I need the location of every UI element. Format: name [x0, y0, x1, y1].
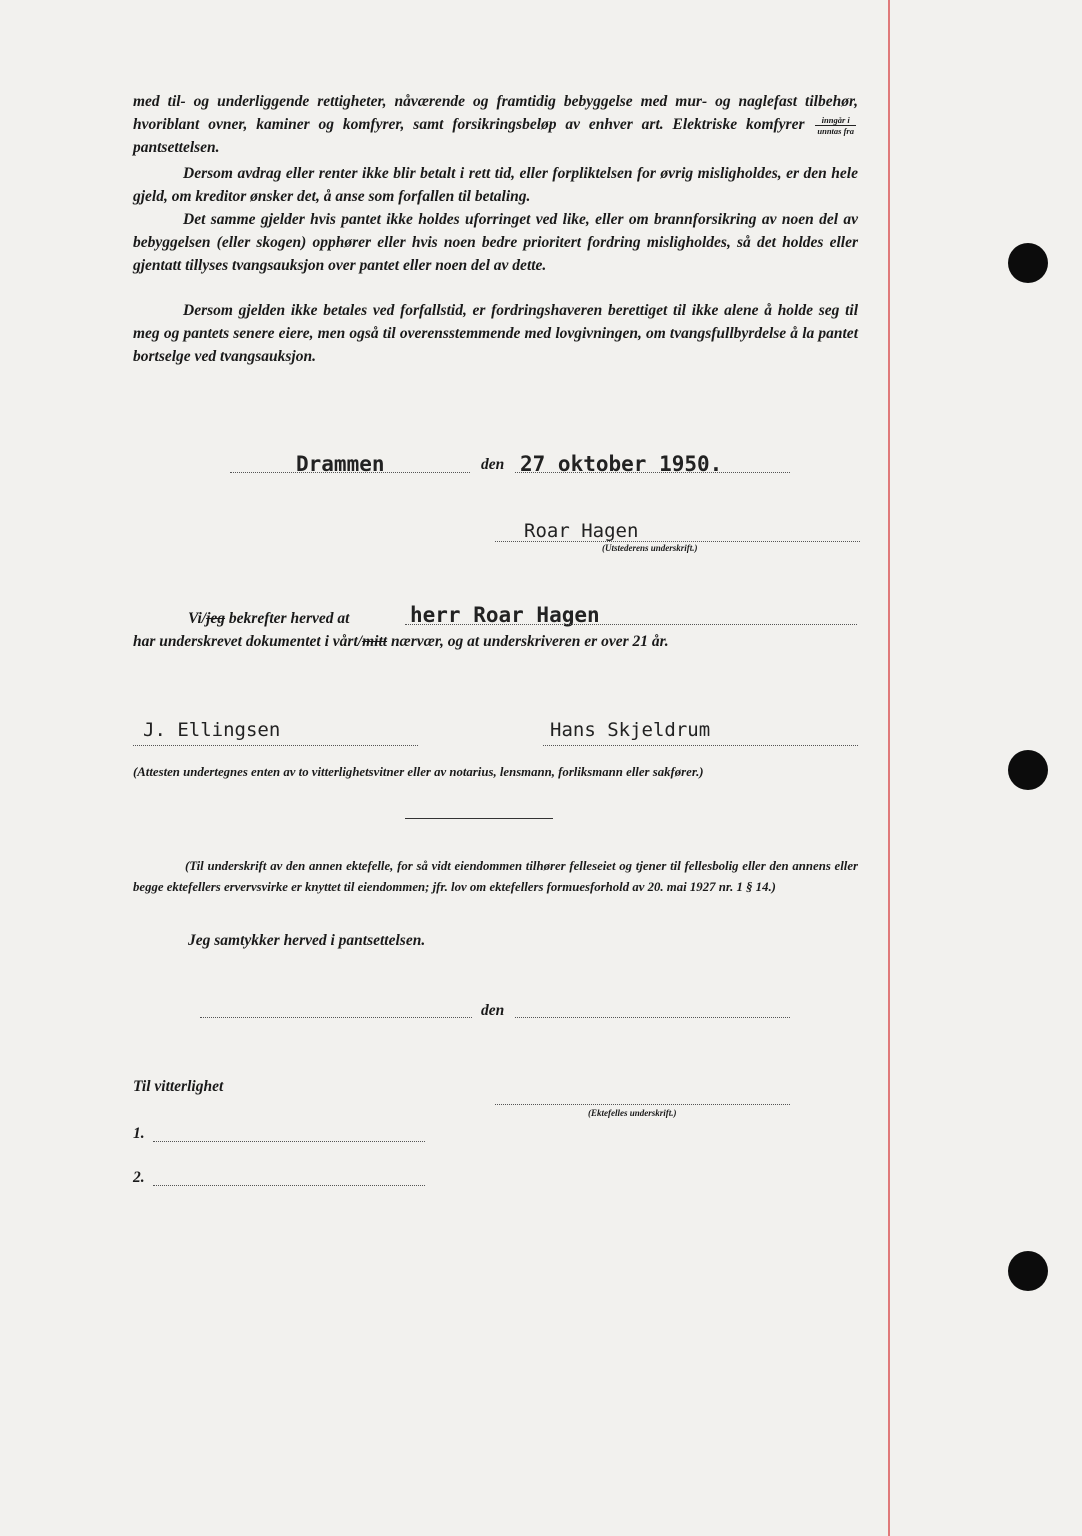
witness-line-1-number: 1.: [133, 1125, 145, 1142]
paragraph-1: [133, 90, 858, 159]
issuer-signature: Roar Hagen: [524, 520, 639, 542]
fraction-top: inngår i: [815, 115, 856, 126]
spouse-date-line: [515, 1017, 790, 1018]
punch-hole: [1008, 243, 1048, 283]
divider: [405, 818, 553, 819]
witness-2-signature: Hans Skjeldrum: [550, 719, 711, 741]
spouse-place-line: [200, 1017, 472, 1018]
red-margin-line: [888, 0, 890, 1536]
punch-hole: [1008, 750, 1048, 790]
spouse-caption: (Ektefelles underskrift.): [588, 1108, 677, 1118]
confirmation-jeg-struck: jeg: [206, 610, 226, 627]
paragraph-2: Dersom avdrag eller renter ikke blir betalt i rett tid, eller forpliktelsen for øvrig misligholdes, er den hele gjeld, om kreditor ønsker det, å anse som forfallen til betaling.: [133, 165, 858, 205]
spouse-signature-line: [495, 1104, 790, 1105]
spouse-note: (Til underskrift av den annen ektefelle, for så vidt eiendommen tilhører felleseiet og tjener til fellesbolig eller den annens eller begge ektefellers ervervsvirke er knyttet til eiendommen; jfr. lov om ektefellers formuesforhold av 20. mai 1927 nr. 1 § 14.): [133, 859, 858, 894]
witness-line-2-number: 2.: [133, 1169, 145, 1186]
confirmation-vi: Vi/: [188, 610, 207, 627]
witness-line-2: [153, 1185, 425, 1186]
spouse-den-label: den: [481, 1002, 505, 1019]
witness-1-signature: J. Ellingsen: [143, 719, 281, 741]
confirmation-mitt-struck: mitt: [362, 633, 388, 650]
date: 27 oktober 1950.: [520, 452, 723, 476]
paragraph-1-text: med til- og underliggende rettigheter, nåværende og framtidig bebyggelse med mur- og naglefast tilbehør, hvoriblant ovner, kaminer og komfyrer, samt forsikringsbeløp av enhver art. Elektriske komfyrer: [133, 93, 858, 133]
confirmed-name: herr Roar Hagen: [410, 603, 600, 627]
til-vitterlighet: Til vitterlighet: [133, 1078, 224, 1095]
den-label: den: [481, 456, 505, 473]
date-line: [515, 472, 790, 473]
place: Drammen: [296, 452, 385, 476]
fraction-bottom: unntas fra: [817, 125, 854, 136]
confirmation-line-2a: har underskrevet dokumentet i vårt/: [133, 633, 363, 650]
paragraph-3: Det samme gjelder hvis pantet ikke holdes uforringet ved like, eller om brannforsikring av noen del av bebyggelsen (eller skogen) opphører eller hvis noen bedre prioritert fordring misligholdes, så det holdes eller gjentatt tillyses tvangsauksjon over pantet eller noen del av dette.: [133, 211, 858, 274]
confirmed-name-line: [405, 624, 857, 625]
witness-line-1: [153, 1141, 425, 1142]
paragraph-4: Dersom gjelden ikke betales ved forfallstid, er fordringshaveren berettiget til ikke alene å holde seg til meg og pantets senere eiere, men også til overensstemmende med lovgivningen, om tvangsfullbyrdelse å la pantet bortselge ved tvangsauksjon.: [133, 302, 858, 365]
place-line: [230, 472, 470, 473]
confirmation-rest: bekrefter herved at: [228, 610, 350, 627]
paragraph-1-end: pantsettelsen.: [133, 139, 220, 156]
confirmation-line-2b: nærvær, og at underskriveren er over 21 år.: [390, 633, 669, 650]
witness-note: (Attesten undertegnes enten av to vitterlighetsvitner eller av notarius, lensmann, forliksmann eller sakfører.): [133, 765, 704, 779]
punch-hole: [1008, 1251, 1048, 1291]
confirmation-prefix: [188, 610, 349, 628]
issuer-caption: (Utstederens underskrift.): [602, 543, 698, 553]
witness-2-line: [543, 745, 858, 746]
consent-statement: Jeg samtykker herved i pantsettelsen.: [188, 932, 426, 949]
witness-1-line: [133, 745, 418, 746]
fraction-choice: [815, 115, 856, 136]
confirmation-line-2: [133, 633, 669, 651]
issuer-signature-line: [495, 541, 860, 542]
